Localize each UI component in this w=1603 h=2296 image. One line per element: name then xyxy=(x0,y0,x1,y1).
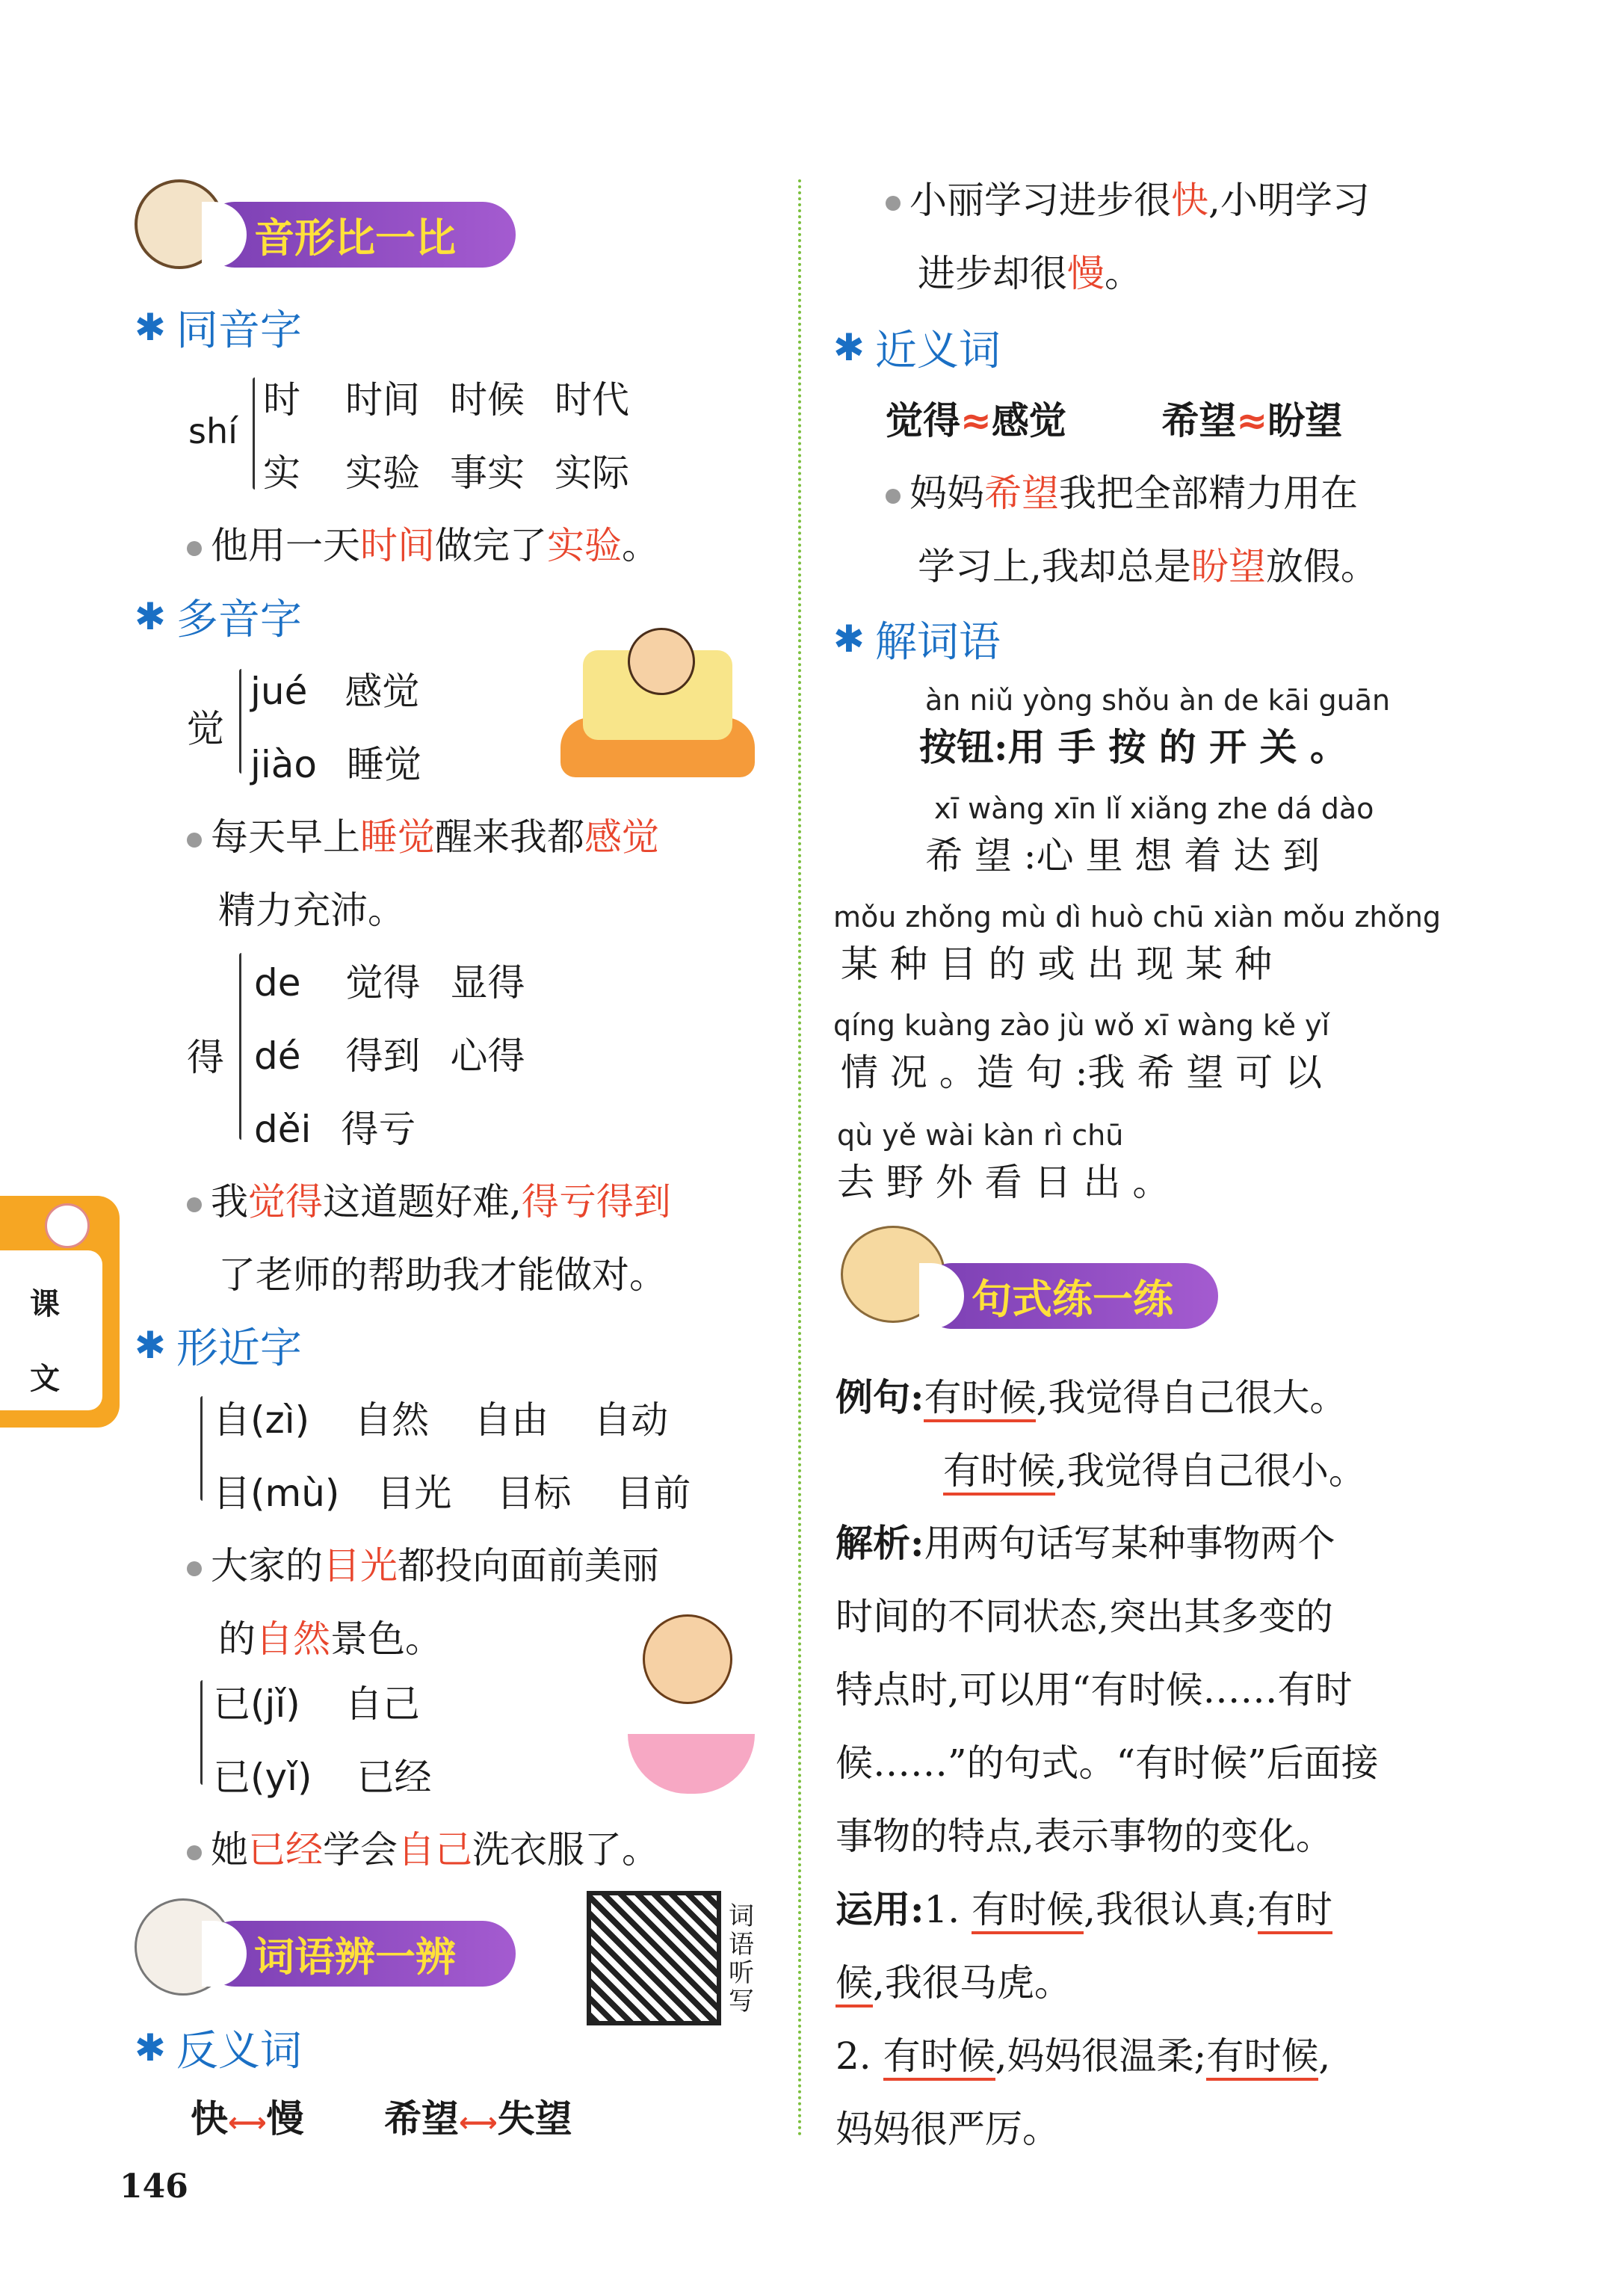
homophone-example: 他用一天时间做完了实验。 xyxy=(187,516,659,570)
star-icon: ✱ xyxy=(833,326,865,369)
top-example-line-2: 进步却很慢。 xyxy=(918,252,1142,295)
pattern-analysis-line-5: 事物的特点,表示事物的变化。 xyxy=(836,1815,1333,1858)
girl-washing-icon xyxy=(613,1607,762,1801)
polyphone-example-2-line-2: 了老师的帮助我才能做对。 xyxy=(218,1253,667,1297)
polyphone-example-1-line-2: 精力充沛。 xyxy=(218,889,405,932)
explain-line-1: 按钮:用 手 按 的 开 关 。 xyxy=(919,725,1347,769)
explain-line-3: 某 种 目 的 或 出 现 某 种 xyxy=(841,942,1273,986)
bullet-icon xyxy=(187,541,202,556)
jue-row-2: jiào 睡觉 xyxy=(250,743,422,786)
explain-pinyin-2: xī wàng xīn lǐ xiǎng zhe dá dào xyxy=(934,792,1374,825)
star-icon: ✱ xyxy=(135,2026,166,2070)
pattern-use-2-line-1: 2. 有时候,妈妈很温柔;有时候, xyxy=(836,2026,1330,2080)
heading-antonym: ✱ 反义词 xyxy=(135,2026,302,2076)
bullet-icon xyxy=(187,1845,202,1860)
bullet-icon xyxy=(187,1561,202,1576)
column-divider xyxy=(798,179,801,2138)
synonym-example-line-1: 妈妈希望我把全部精力用在 xyxy=(886,463,1358,517)
explain-pinyin-4: qíng kuàng zào jù wǒ xī wàng kě yǐ xyxy=(833,1009,1330,1042)
de-row-1: de 觉得 显得 xyxy=(254,961,525,1004)
heading-polyphone: ✱ 多音字 xyxy=(135,595,302,644)
similar-row-yi: 已(yǐ) 已经 xyxy=(213,1756,432,1799)
qr-label: 词语听写 xyxy=(729,1901,754,2016)
pattern-use-1-line-2: 候,我很马虎。 xyxy=(836,1953,1072,2007)
similar-example-1-line-2: 的自然景色。 xyxy=(218,1617,442,1661)
heading-synonym: ✱ 近义词 xyxy=(833,326,1001,375)
pattern-example-2: 有时候,我觉得自己很小。 xyxy=(943,1441,1366,1495)
top-example-line-1: 小丽学习进步很快,小明学习 xyxy=(886,170,1370,224)
homophone-row-2: 实 实验 事实 实际 xyxy=(263,451,629,495)
explain-pinyin-3: mǒu zhǒng mù dì huò chū xiàn mǒu zhǒng xyxy=(833,901,1441,933)
side-tab-char-2: 文 xyxy=(30,1362,60,1396)
explain-line-2: 希 望 :心 里 想 着 达 到 xyxy=(925,834,1321,877)
heading-similar: ✱ 形近字 xyxy=(135,1324,302,1373)
brace xyxy=(239,669,241,774)
banner-word-distinguish: 词语辨一辨 xyxy=(202,1921,516,1987)
polyphone-example-2-line-1: 我觉得这道题好难,得亏得到 xyxy=(187,1172,671,1226)
banner-sentence-practice: 句式练一练 xyxy=(919,1263,1218,1329)
boy-waking-icon xyxy=(553,628,762,777)
explain-pinyin-5: qù yě wài kàn rì chū xyxy=(837,1119,1124,1152)
pattern-analysis-line-2: 时间的不同状态,突出其多变的 xyxy=(836,1595,1333,1638)
de-row-3: děi 得亏 xyxy=(254,1108,416,1151)
heading-homophone: ✱ 同音字 xyxy=(135,306,302,355)
homophone-row-1: 时 时间 时候 时代 xyxy=(263,378,629,422)
jue-row-1: jué 感觉 xyxy=(250,670,420,713)
similar-row-ji: 已(jǐ) 自己 xyxy=(213,1682,420,1726)
star-icon: ✱ xyxy=(833,617,865,661)
star-icon: ✱ xyxy=(135,1324,166,1367)
explain-line-5: 去 野 外 看 日 出 。 xyxy=(837,1161,1170,1204)
page-number: 146 xyxy=(120,2167,188,2206)
synonym-example-line-2: 学习上,我却总是盼望放假。 xyxy=(918,545,1378,588)
pattern-analysis-line-3: 特点时,可以用“有时候……有时 xyxy=(836,1668,1353,1712)
bullet-icon xyxy=(886,196,901,211)
similar-row-zi: 自(zì) 自然 自由 自动 xyxy=(213,1398,669,1442)
qr-code-icon[interactable] xyxy=(587,1891,721,2025)
similar-example-1-line-1: 大家的目光都投向面前美丽 xyxy=(187,1536,659,1590)
char-jue: 觉 xyxy=(187,707,224,750)
heading-explain: ✱ 解词语 xyxy=(833,617,1001,667)
brace xyxy=(239,953,241,1140)
pattern-analysis-line-1: 解析:用两句话写某种事物两个 xyxy=(836,1521,1335,1565)
similar-example-2: 她已经学会自己洗衣服了。 xyxy=(187,1820,659,1874)
synonym-pairs: 觉得≈感觉 希望≈盼望 xyxy=(886,399,1343,442)
brace xyxy=(200,1396,203,1501)
pattern-use-1-line-1: 运用:1. 有时候,我很认真;有时 xyxy=(836,1880,1332,1934)
brace xyxy=(253,377,255,490)
bullet-icon xyxy=(187,1197,202,1212)
pinyin-shi: shí xyxy=(188,411,238,451)
pattern-analysis-line-4: 候……”的句式。“有时候”后面接 xyxy=(836,1741,1379,1785)
bullet-icon xyxy=(187,833,202,848)
side-tab-inner xyxy=(0,1248,105,1413)
de-row-2: dé 得到 心得 xyxy=(254,1034,525,1078)
antonym-pairs: 快⟷慢 希望⟷失望 xyxy=(191,2097,572,2141)
pattern-use-2-line-2: 妈妈很严厉。 xyxy=(836,2108,1060,2151)
pattern-example-1: 例句:有时候,我觉得自己很大。 xyxy=(836,1368,1347,1422)
similar-row-mu: 目(mù) 目光 目标 目前 xyxy=(213,1472,691,1515)
star-icon: ✱ xyxy=(135,306,166,349)
brace xyxy=(200,1680,203,1785)
char-de: 得 xyxy=(187,1036,224,1079)
banner-sound-shape: 音形比一比 xyxy=(202,202,516,268)
star-icon: ✱ xyxy=(135,595,166,638)
explain-line-4: 情 况 。造 句 :我 希 望 可 以 xyxy=(841,1051,1322,1094)
bunny-icon xyxy=(45,1203,90,1248)
explain-pinyin-1: àn niǔ yòng shǒu àn de kāi guān xyxy=(925,684,1391,717)
bullet-icon xyxy=(886,489,901,504)
side-tab-char-1: 课 xyxy=(30,1287,60,1321)
polyphone-example-1-line-1: 每天早上睡觉醒来我都感觉 xyxy=(187,807,659,861)
